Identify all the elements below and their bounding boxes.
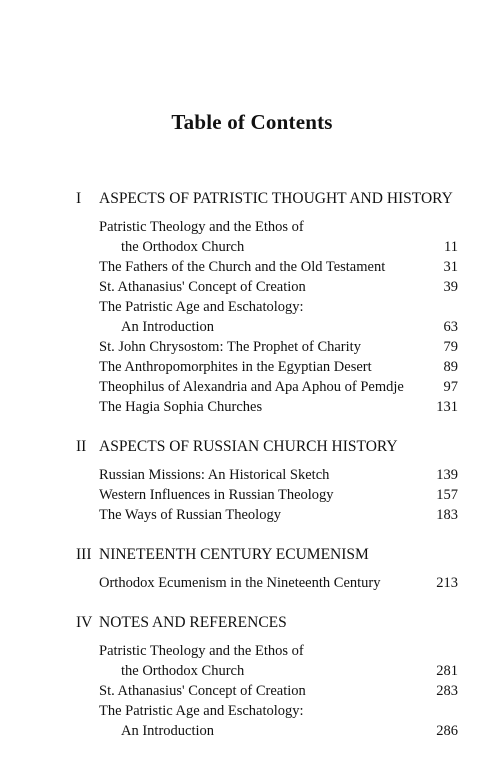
entry-text: An Introduction [121,319,215,335]
entry-title [0,465,504,485]
entry-title [0,257,504,277]
entry-title [0,573,504,593]
toc-entry [0,641,504,681]
entry-text: St. John Chrysostom: The Prophet of Charity [99,339,361,355]
section-number: III [76,546,92,563]
entry-text: Orthodox Ecumenism in the Nineteenth Century [99,575,381,591]
entry-title-continuation [0,237,504,257]
entry-text: Patristic Theology and the Ethos of [99,219,304,235]
entry-text: St. Athanasius' Concept of Creation [99,279,306,295]
page-number: 31 [443,259,458,275]
toc-entry [0,681,504,701]
entry-title [0,377,504,397]
page-number: 63 [443,319,458,335]
table-of-contents [0,189,504,741]
section-number: I [76,190,82,207]
entry-title-continuation [0,721,504,741]
page-number: 89 [443,359,458,375]
page-number: 281 [436,663,458,679]
toc-entry [0,573,504,593]
section-heading [0,613,504,633]
entry-title [0,485,504,505]
entry-text: The Patristic Age and Eschatology: [99,703,304,719]
entry-text: Theophilus of Alexandria and Apa Aphou of Pemdje [99,379,404,395]
entry-title [0,277,504,297]
section-title: ASPECTS OF RUSSIAN CHURCH HISTORY [99,438,398,455]
entry-text: St. Athanasius' Concept of Creation [99,683,306,699]
entry-title [0,505,504,525]
entry-title [0,357,504,377]
entry-text: Russian Missions: An Historical Sketch [99,467,330,483]
toc-entry [0,337,504,357]
entry-text: Patristic Theology and the Ethos of [99,643,304,659]
toc-section [0,613,504,741]
entry-text: The Patristic Age and Eschatology: [99,299,304,315]
toc-entry [0,485,504,505]
entry-text: An Introduction [121,723,215,739]
toc-entry [0,297,504,337]
page-number: 79 [443,339,458,355]
toc-section [0,437,504,525]
section-number: II [76,438,87,455]
entry-text: The Hagia Sophia Churches [99,399,263,415]
toc-section [0,189,504,417]
entry-text: the Orthodox Church [121,239,245,255]
page-number: 131 [436,399,458,415]
toc-entry [0,357,504,377]
entry-text: The Anthropomorphites in the Egyptian Desert [99,359,372,375]
page-number: 157 [436,487,458,503]
section-heading [0,437,504,457]
entry-title [0,701,504,721]
toc-entry [0,397,504,417]
page-number: 39 [443,279,458,295]
entry-title [0,397,504,417]
entry-title [0,337,504,357]
toc-entry [0,217,504,257]
section-number: IV [76,614,93,631]
section-title: NOTES AND REFERENCES [99,614,287,631]
section-heading [0,189,504,209]
entry-title [0,217,504,237]
page-number: 183 [436,507,458,523]
entry-title [0,641,504,661]
page-number: 11 [444,239,458,255]
page-number: 139 [436,467,458,483]
page-number: 213 [436,575,458,591]
toc-entry [0,377,504,397]
toc-entry [0,465,504,485]
page-number: 286 [436,723,458,739]
page-title: Table of Contents [171,110,333,134]
toc-entry [0,277,504,297]
page-number: 283 [436,683,458,699]
toc-entry [0,701,504,741]
entry-text: The Fathers of the Church and the Old Testament [99,259,386,275]
section-heading [0,545,504,565]
entry-title-continuation [0,317,504,337]
entry-text: The Ways of Russian Theology [99,507,281,523]
page-number: 97 [443,379,458,395]
entry-title [0,297,504,317]
entry-title-continuation [0,661,504,681]
toc-section [0,545,504,593]
entry-text: the Orthodox Church [121,663,245,679]
entry-title [0,681,504,701]
toc-entry [0,257,504,277]
section-title: ASPECTS OF PATRISTIC THOUGHT AND HISTORY [99,190,453,207]
entry-text: Western Influences in Russian Theology [99,487,334,503]
toc-entry [0,505,504,525]
section-title: NINETEENTH CENTURY ECUMENISM [99,546,369,563]
